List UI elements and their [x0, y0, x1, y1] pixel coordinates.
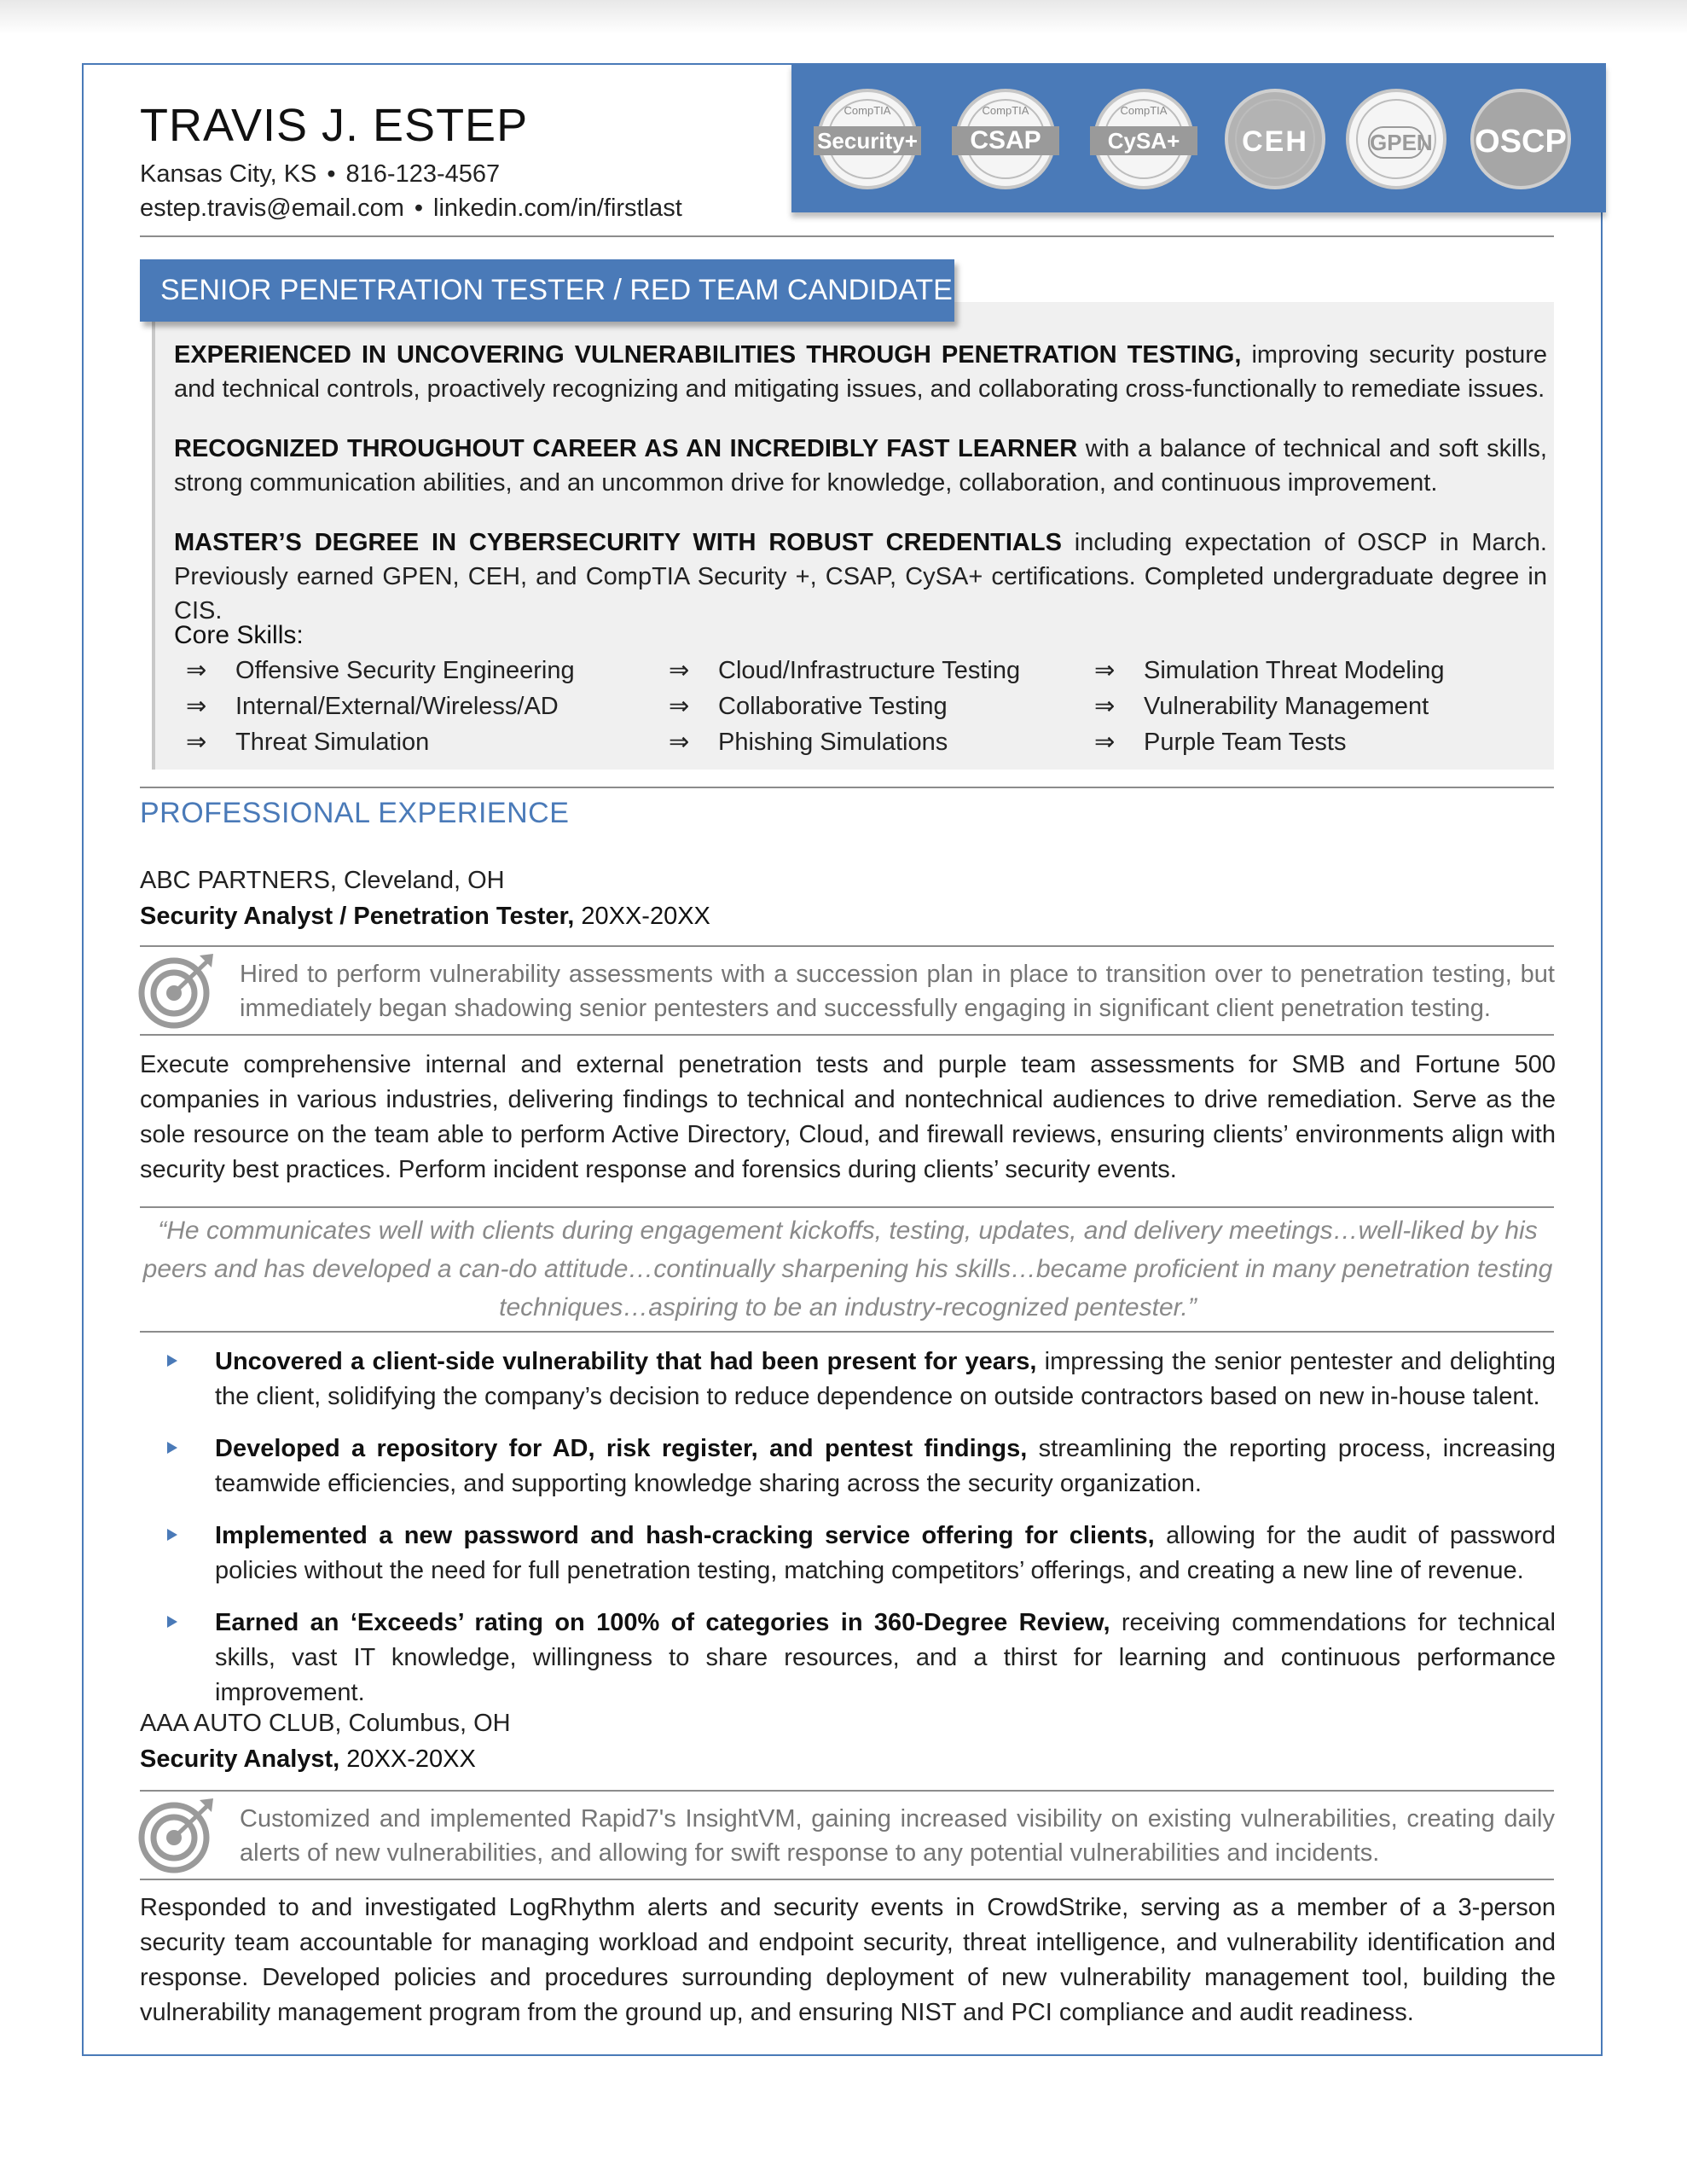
skill-item	[669, 691, 948, 721]
gpen-badge	[1346, 89, 1446, 189]
oscp-badge	[1470, 89, 1571, 189]
bullet-icon	[167, 1616, 177, 1628]
certification-banner	[791, 63, 1606, 212]
job-dates: 20XX-20XX	[339, 1745, 476, 1773]
badge-label: CySA+	[1090, 126, 1197, 155]
job-highlight: Hired to perform vulnerability assessments with a succession plan in place to transition over to penetration testing, but immediately began shadowing senior pentesters and successfully engaging in significant client penetration testing.	[240, 961, 1555, 1022]
bullet-lead: Earned an ‘Exceeds’ rating on 100% of categories in 360-Degree Review,	[215, 1609, 1110, 1636]
experience-title: PROFESSIONAL EXPERIENCE	[140, 797, 570, 829]
skill-label: Threat Simulation	[235, 729, 430, 756]
skill-item	[669, 727, 948, 757]
arrow-icon: ⇒	[186, 657, 207, 684]
job-description: Execute comprehensive internal and external penetration tests and purple team assessments for SMB and Fortune 500 companies in various industries, delivering findings to technical and nontechnical audiences to drive remediation. Serve as the sole resource on the team able to perform Active Directory, Cloud, and firewall reviews, ensuring clients’ environments align with security best practices. Perform incident response and forensics during clients’ security events.	[140, 1051, 1556, 1183]
phone: 816-123-4567	[345, 160, 501, 188]
skill-label: Phishing Simulations	[718, 729, 948, 756]
resume-page	[82, 63, 1603, 2056]
job-role-line	[140, 1745, 476, 1774]
skill-item	[186, 655, 575, 685]
ceh-badge	[1225, 89, 1325, 189]
summary-title: SENIOR PENETRATION TESTER / RED TEAM CANDIDATE	[140, 259, 954, 322]
skill-item	[669, 655, 1020, 685]
arrow-icon: ⇒	[1094, 657, 1116, 684]
skill-item	[186, 691, 559, 721]
arrow-icon: ⇒	[1094, 729, 1116, 756]
summary-text: with a balance of technical and soft skills, strong communication abilities, and an uncommon drive for knowledge, collaboration, and continuous improvement.	[174, 435, 1547, 497]
badge-vendor: CompTIA	[1120, 104, 1168, 117]
separator-dot: •	[414, 195, 424, 222]
target-icon	[138, 1797, 215, 1873]
cysa-plus-badge	[1093, 89, 1194, 189]
contact-line-1	[140, 160, 500, 189]
contact-line-2	[140, 195, 682, 223]
skill-label: Simulation Threat Modeling	[1144, 657, 1445, 684]
arrow-icon: ⇒	[1094, 693, 1116, 720]
job-role-line	[140, 903, 710, 931]
bullet-icon	[167, 1442, 177, 1454]
arrow-icon: ⇒	[669, 657, 690, 684]
bullet-lead: Developed a repository for AD, risk register, and pentest findings,	[215, 1435, 1028, 1462]
summary-lead: MASTER’S DEGREE IN CYBERSECURITY WITH ROBUST CREDENTIALS	[174, 529, 1062, 556]
bullet-text: streamlining the reporting process, increasing teamwide efficiencies, and supporting knowledge sharing across the security organization.	[215, 1435, 1556, 1497]
summary-paragraph	[174, 338, 1547, 406]
target-icon	[138, 952, 215, 1029]
skill-item	[1094, 691, 1429, 721]
job-description: Responded to and investigated LogRhythm alerts and security events in CrowdStrike, serving as a member of a 3-person security team accountable for managing workload and endpoint security, threat intelligence, and vulnerability identification and response. Developed policies and procedures surrounding deployment of new vulnerability management tool, building the vulnerability management program from the ground up, and ensuring NIST and PCI compliance and audit readiness.	[140, 1894, 1556, 2026]
badge-label: Security+	[814, 126, 921, 155]
skill-item	[1094, 727, 1347, 757]
skill-item	[186, 727, 429, 757]
bullet-text: allowing for the audit of password policies without the need for full penetration testing, matching competitors’ offerings, and creating a new line of revenue.	[215, 1522, 1556, 1584]
linkedin-link[interactable]: linkedin.com/in/firstlast	[433, 195, 682, 222]
job-company: ABC PARTNERS, Cleveland, OH	[140, 867, 505, 894]
skill-label: Internal/External/Wireless/AD	[235, 693, 559, 720]
summary-paragraph	[174, 526, 1547, 628]
badge-label: OSCP	[1475, 124, 1567, 160]
header-divider	[140, 235, 1554, 237]
job-role: Security Analyst,	[140, 1745, 340, 1773]
highlight-divider-bottom	[140, 1034, 1554, 1036]
arrow-icon: ⇒	[669, 729, 690, 756]
core-skills-label: Core Skills:	[174, 621, 304, 649]
summary-text: improving security posture and technical controls, proactively recognizing and mitigating issues, and collaborating cross-functionally to remediate issues.	[174, 341, 1548, 403]
bullet-lead: Uncovered a client-side vulnerability that had been present for years,	[215, 1348, 1037, 1375]
skill-item	[1094, 655, 1445, 685]
testimonial-quote: “He communicates well with clients during engagement kickoffs, testing, updates, and delivery meetings…well-liked by his peers and has developed a can-do attitude…continually sharpening his skills…became proficient in many penetration testing techniques…aspiring to be an industry-recognized pentester.”	[142, 1217, 1553, 1321]
skill-label: Cloud/Infrastructure Testing	[718, 657, 1021, 684]
achievement-bullet	[215, 1606, 1556, 1711]
section-divider	[140, 787, 1554, 788]
badge-label: GPEN	[1368, 126, 1424, 159]
badge-vendor: CompTIA	[982, 104, 1029, 117]
location: Kansas City, KS	[140, 160, 317, 188]
skill-label: Purple Team Tests	[1144, 729, 1347, 756]
arrow-icon: ⇒	[669, 693, 690, 720]
bullet-text: impressing the senior pentester and delighting the client, solidifying the company’s decision to reduce dependence on outside contractors based on new in-house talent.	[215, 1348, 1556, 1410]
quote-divider-top	[140, 1206, 1554, 1208]
top-shade	[0, 0, 1687, 34]
skill-label: Collaborative Testing	[718, 693, 948, 720]
achievement-bullet	[215, 1345, 1556, 1414]
job-highlight: Customized and implemented Rapid7's InsightVM, gaining increased visibility on existing vulnerabilities, creating daily alerts of new vulnerabilities, and allowing for swift response to any potential vulnerabilities and incidents.	[240, 1805, 1555, 1867]
skill-label: Vulnerability Management	[1144, 693, 1429, 720]
bullet-text: receiving commendations for technical skills, vast IT knowledge, willingness to share resources, and a thirst for learning and continuous performance improvement.	[215, 1609, 1556, 1706]
badge-label: CSAP	[952, 126, 1059, 155]
job-role: Security Analyst / Penetration Tester,	[140, 903, 575, 930]
summary-text: including expectation of OSCP in March. Previously earned GPEN, CEH, and CompTIA Security +, CSAP, CySA+ certifications. Completed undergraduate degree in CIS.	[174, 529, 1547, 624]
badge-label: CEH	[1242, 125, 1308, 158]
email-link[interactable]: estep.travis@email.com	[140, 195, 404, 222]
badge-vendor: CompTIA	[844, 104, 891, 117]
achievement-bullet	[215, 1432, 1556, 1502]
candidate-name: TRAVIS J. ESTEP	[140, 100, 529, 151]
bullet-icon	[167, 1355, 177, 1367]
csap-badge	[955, 89, 1056, 189]
summary-paragraph	[174, 432, 1547, 500]
highlight-divider-top	[140, 1790, 1554, 1792]
summary-lead: EXPERIENCED IN UNCOVERING VULNERABILITIES THROUGH PENETRATION TESTING,	[174, 341, 1242, 369]
achievement-bullet	[215, 1519, 1556, 1589]
arrow-icon: ⇒	[186, 693, 207, 720]
job-dates: 20XX-20XX	[574, 903, 710, 930]
highlight-divider-bottom	[140, 1879, 1554, 1880]
separator-dot: •	[327, 160, 336, 188]
skill-label: Offensive Security Engineering	[235, 657, 575, 684]
summary-lead: RECOGNIZED THROUGHOUT CAREER AS AN INCREDIBLY FAST LEARNER	[174, 435, 1078, 462]
arrow-icon: ⇒	[186, 729, 207, 756]
highlight-divider-top	[140, 945, 1554, 947]
security-plus-badge	[817, 89, 918, 189]
bullet-icon	[167, 1529, 177, 1541]
job-company: AAA AUTO CLUB, Columbus, OH	[140, 1710, 511, 1737]
bullet-lead: Implemented a new password and hash-cracking service offering for clients,	[215, 1522, 1155, 1549]
quote-divider-bottom	[140, 1331, 1554, 1333]
